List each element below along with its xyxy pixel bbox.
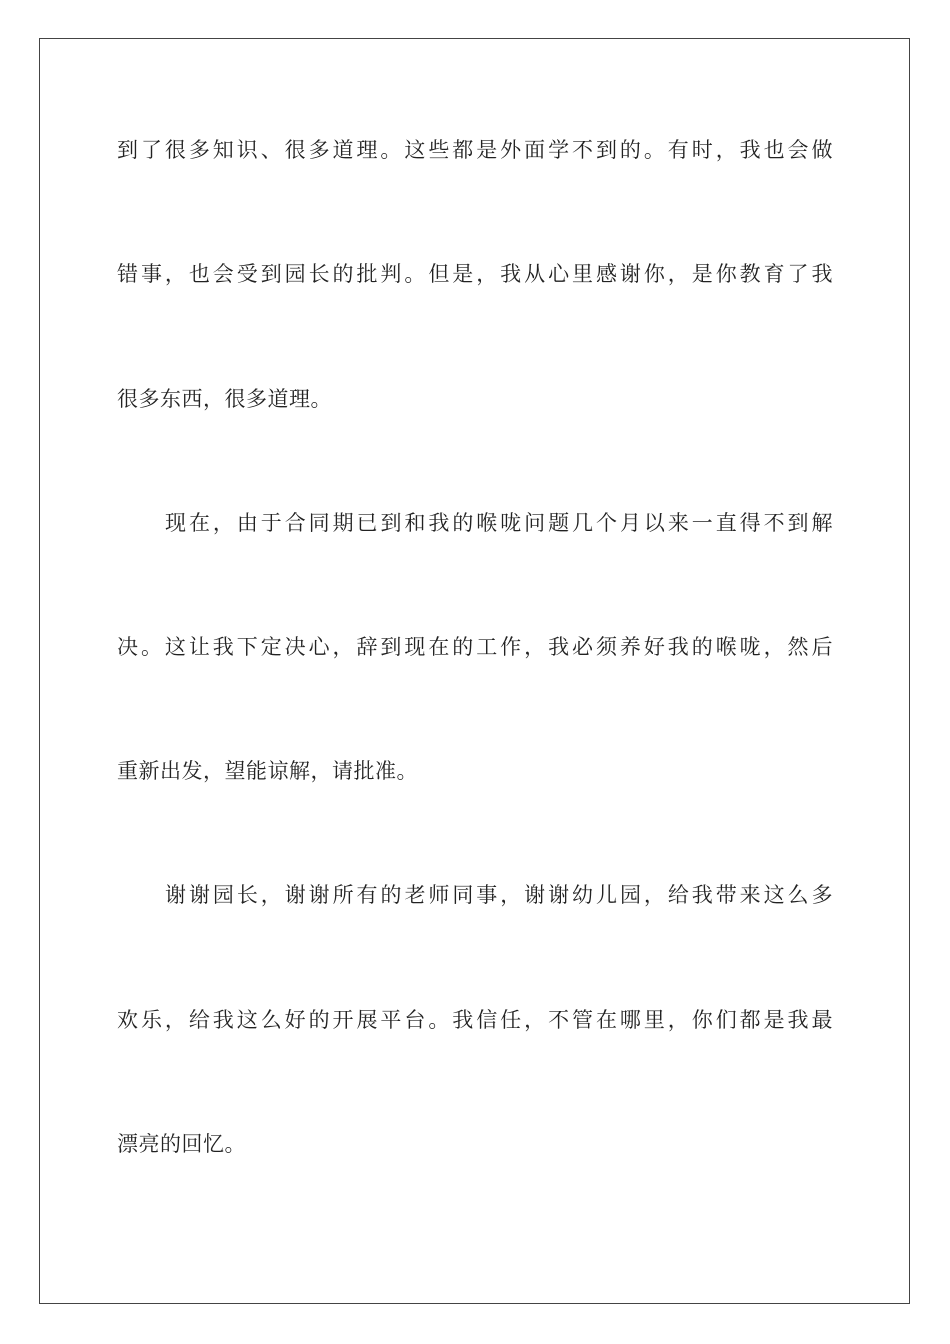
text-line: 现在，由于合同期已到和我的喉咙问题几个月以来一直得不到解: [165, 511, 833, 535]
text-line: 重新出发，望能谅解，请批准。: [117, 759, 418, 783]
text-line: 谢谢园长，谢谢所有的老师同事，谢谢幼儿园，给我带来这么多: [165, 883, 833, 907]
text-line: 欢乐，给我这么好的开展平台。我信任，不管在哪里，你们都是我最: [117, 1008, 833, 1032]
text-line: 决。这让我下定决心，辞到现在的工作，我必须养好我的喉咙，然后: [117, 635, 833, 659]
text-line: 错事，也会受到园长的批判。但是，我从心里感谢你，是你教育了我: [117, 262, 833, 286]
text-line: 到了很多知识、很多道理。这些都是外面学不到的。有时，我也会做: [117, 138, 833, 162]
text-line: 很多东西，很多道理。: [117, 387, 332, 411]
page-frame: [39, 38, 910, 1304]
text-line: 漂亮的回忆。: [117, 1132, 246, 1156]
